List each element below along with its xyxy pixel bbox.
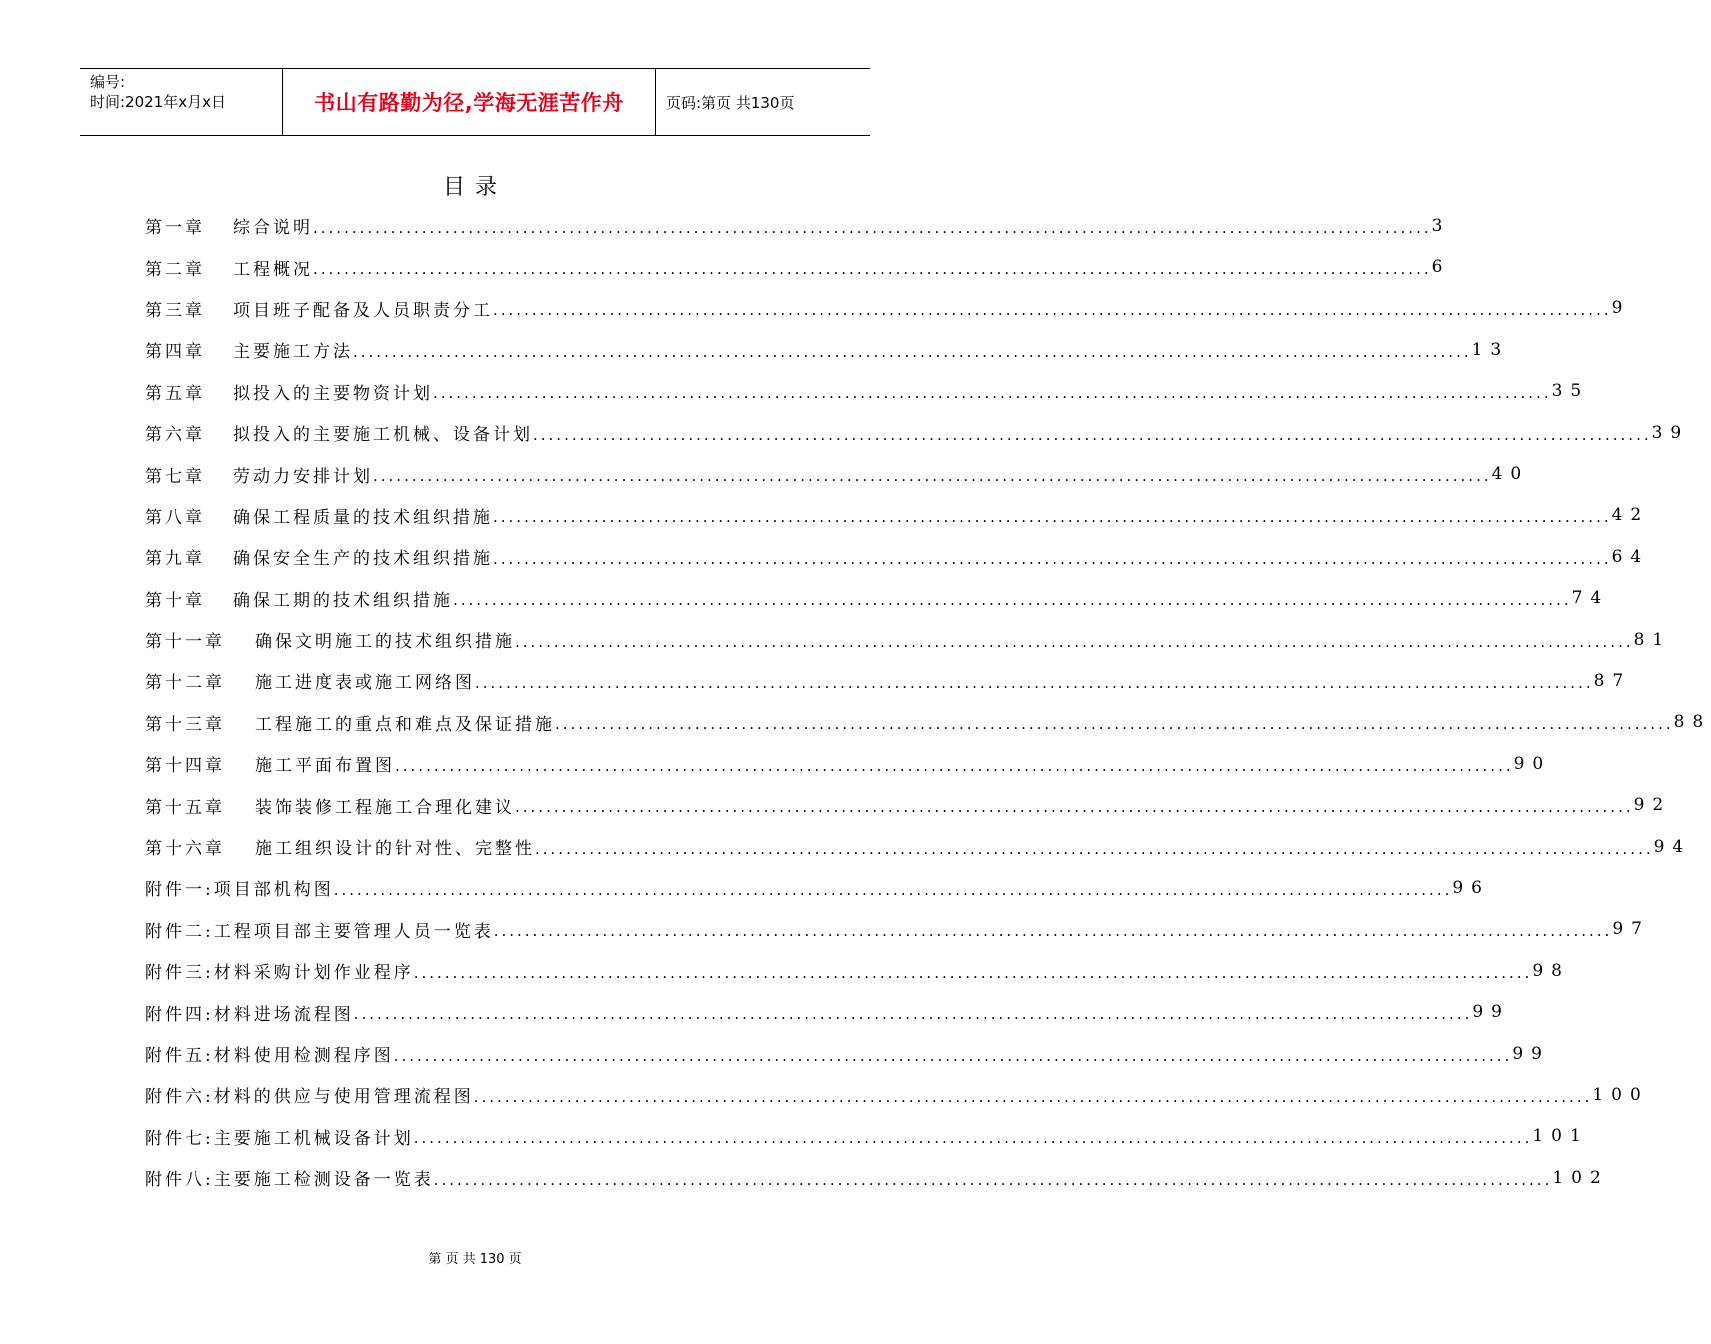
toc-entry-title: 工程施工的重点和难点及保证措施: [255, 714, 555, 735]
toc-entry-title: 确保工期的技术组织措施: [233, 590, 453, 611]
toc-entry[interactable]: [145, 1116, 1589, 1157]
toc-entry-page: 87: [1593, 670, 1632, 691]
toc-entry-title: 主要施工检测设备一览表: [213, 1170, 434, 1191]
header-page-code-cell: [656, 69, 870, 135]
toc-entry-page: 35: [1551, 381, 1590, 402]
toc-leader-dots: [475, 670, 1594, 692]
toc-entry-page: 3: [1431, 215, 1451, 236]
toc-leader-dots: [395, 753, 1514, 775]
page-footer: 第 页 共 130 页: [428, 1252, 522, 1267]
toc-entry-label: 附件六:: [145, 1087, 214, 1108]
document-number-label: 编号:: [90, 73, 126, 91]
toc-entry-label: 第十六章: [145, 839, 225, 860]
toc-entry-title: 确保工程质量的技术组织措施: [233, 507, 493, 528]
toc-entry[interactable]: [145, 1033, 1550, 1074]
toc-entry[interactable]: [145, 246, 1451, 287]
header-motto: 书山有路勤为径,学海无涯苦作舟: [314, 91, 624, 115]
toc-entry-title: 主要施工机械设备计划: [213, 1128, 414, 1149]
toc-entry-label: 附件一:: [145, 880, 214, 901]
toc-entry-label: 附件四:: [145, 1004, 214, 1025]
toc-entry[interactable]: [145, 867, 1490, 908]
document-time-label: 时间:2021年x月x日: [90, 93, 226, 111]
header-page-code: 页码:第页 共130页: [666, 93, 795, 112]
toc-entry-page: 99: [1512, 1043, 1550, 1064]
toc-entry-title: 综合说明: [233, 218, 313, 239]
toc-entry-title: 确保安全生产的技术组织措施: [233, 549, 493, 570]
toc-entry-label: 附件二:: [145, 921, 214, 942]
toc-entry-page: 92: [1633, 795, 1672, 816]
toc-entry[interactable]: [145, 743, 1552, 784]
toc-entry-title: 项目部机构图: [213, 880, 334, 901]
toc-leader-dots: [433, 380, 1552, 402]
toc-entry-page: 94: [1653, 836, 1692, 857]
toc-entry-page: 97: [1612, 919, 1650, 940]
toc-leader-dots: [414, 1125, 1533, 1147]
toc-leader-dots: [515, 794, 1634, 816]
header-motto-cell: [282, 69, 656, 135]
toc-leader-dots: [313, 215, 1432, 237]
toc-entry-page: 88: [1673, 712, 1711, 733]
toc-leader-dots: [493, 297, 1612, 319]
toc-entry[interactable]: [145, 495, 1650, 536]
toc-entry-label: 第十五章: [145, 797, 225, 818]
toc-entry[interactable]: [145, 578, 1610, 619]
toc-leader-dots: [535, 836, 1654, 858]
toc-entry-title: 确保文明施工的技术组织措施: [255, 632, 515, 653]
toc-entry-title: 材料使用检测程序图: [213, 1046, 394, 1066]
page-header: [80, 68, 870, 136]
toc-entry[interactable]: [145, 536, 1650, 577]
toc-entry[interactable]: [145, 619, 1672, 660]
toc-entry-label: 附件五:: [145, 1046, 214, 1066]
toc-entry-label: 第三章: [145, 300, 205, 321]
toc-entry-title: 主要施工方法: [233, 342, 353, 363]
toc-leader-dots: [334, 877, 1453, 899]
toc-entry-page: 40: [1491, 464, 1530, 485]
toc-entry-page: 102: [1552, 1167, 1609, 1188]
toc-entry-label: 第十一章: [145, 632, 225, 653]
toc-entry-label: 第四章: [145, 342, 205, 363]
toc-leader-dots: [373, 463, 1492, 485]
toc-entry[interactable]: [145, 826, 1692, 867]
toc-entry[interactable]: [145, 660, 1632, 701]
toc-entry-page: 9: [1611, 298, 1631, 319]
toc-leader-dots: [474, 1084, 1593, 1106]
toc-entry-label: 第一章: [145, 218, 205, 239]
toc-entry[interactable]: [145, 909, 1650, 950]
toc-entry-page: 99: [1472, 1002, 1510, 1023]
toc-entry-page: 39: [1651, 422, 1690, 443]
toc-entry-label: 附件三:: [145, 963, 214, 984]
toc-leader-dots: [354, 1001, 1473, 1023]
toc-leader-dots: [434, 1167, 1553, 1189]
toc-entry-page: 13: [1471, 339, 1510, 360]
toc-leader-dots: [555, 711, 1674, 733]
toc-entry[interactable]: [145, 950, 1570, 991]
toc-entry-title: 施工组织设计的针对性、完整性: [255, 839, 535, 860]
toc-entry-title: 施工进度表或施工网络图: [255, 673, 475, 694]
toc-entry-page: 42: [1611, 505, 1650, 526]
toc-entry-page: 74: [1571, 588, 1610, 609]
toc-entry-page: 100: [1592, 1084, 1649, 1105]
toc-entry-label: 第十三章: [145, 714, 225, 735]
toc-entry-label: 第十四章: [145, 756, 225, 777]
toc-entry-title: 拟投入的主要物资计划: [233, 383, 433, 404]
toc-entry[interactable]: [145, 205, 1451, 246]
toc-entry-title: 劳动力安排计划: [233, 466, 373, 487]
toc-entry-label: 第八章: [145, 507, 205, 528]
toc-entry-page: 98: [1532, 960, 1570, 981]
toc-entry-title: 拟投入的主要施工机械、设备计划: [233, 425, 533, 446]
toc-title: 目录: [442, 175, 507, 200]
toc-entry-title: 施工平面布置图: [255, 756, 395, 777]
toc-entry-page: 90: [1513, 753, 1552, 774]
toc-entry-label: 第十二章: [145, 673, 225, 694]
toc-entry-label: 第二章: [145, 259, 205, 280]
toc-leader-dots: [494, 918, 1613, 940]
toc-entry-title: 材料的供应与使用管理流程图: [213, 1087, 474, 1108]
toc-entry-label: 第六章: [145, 425, 205, 446]
toc-leader-dots: [394, 1043, 1513, 1065]
toc-entry[interactable]: [145, 1157, 1609, 1198]
toc-entry-label: 第五章: [145, 383, 205, 404]
toc-entry-page: 81: [1633, 629, 1672, 650]
toc-leader-dots: [493, 504, 1612, 526]
toc-leader-dots: [533, 422, 1652, 444]
toc-entry-label: 第十章: [145, 590, 205, 611]
toc-entry[interactable]: [145, 991, 1510, 1032]
toc-entry-title: 工程概况: [233, 259, 313, 280]
header-meta: [80, 69, 282, 135]
toc-leader-dots: [353, 339, 1472, 361]
toc-entry-title: 材料采购计划作业程序: [213, 963, 414, 984]
toc-entry-title: 项目班子配备及人员职责分工: [233, 300, 493, 321]
toc-entry-title: 材料进场流程图: [213, 1004, 354, 1025]
toc-entry[interactable]: [145, 329, 1510, 370]
toc-entry[interactable]: [145, 288, 1631, 329]
toc-entry-page: 96: [1452, 877, 1490, 898]
toc-entry-page: 101: [1532, 1126, 1589, 1147]
toc-leader-dots: [414, 960, 1533, 982]
toc-entry[interactable]: [145, 453, 1530, 494]
toc-leader-dots: [453, 587, 1572, 609]
toc-leader-dots: [515, 629, 1634, 651]
toc-entry-page: 6: [1431, 257, 1451, 278]
toc-entry-title: 工程项目部主要管理人员一览表: [213, 921, 494, 942]
toc-leader-dots: [493, 546, 1612, 568]
toc-entry-label: 第九章: [145, 549, 205, 570]
toc-entry[interactable]: [145, 702, 1711, 743]
toc-entry-label: 附件七:: [145, 1128, 214, 1149]
table-of-contents: [145, 205, 1711, 1198]
toc-entry-page: 64: [1611, 546, 1650, 567]
toc-leader-dots: [313, 256, 1432, 278]
toc-entry-label: 附件八:: [145, 1170, 214, 1191]
toc-entry-title: 装饰装修工程施工合理化建议: [255, 797, 515, 818]
toc-entry[interactable]: [145, 784, 1672, 825]
toc-entry[interactable]: [145, 371, 1590, 412]
toc-entry[interactable]: [145, 412, 1690, 453]
toc-entry[interactable]: [145, 1074, 1649, 1115]
toc-entry-label: 第七章: [145, 466, 205, 487]
